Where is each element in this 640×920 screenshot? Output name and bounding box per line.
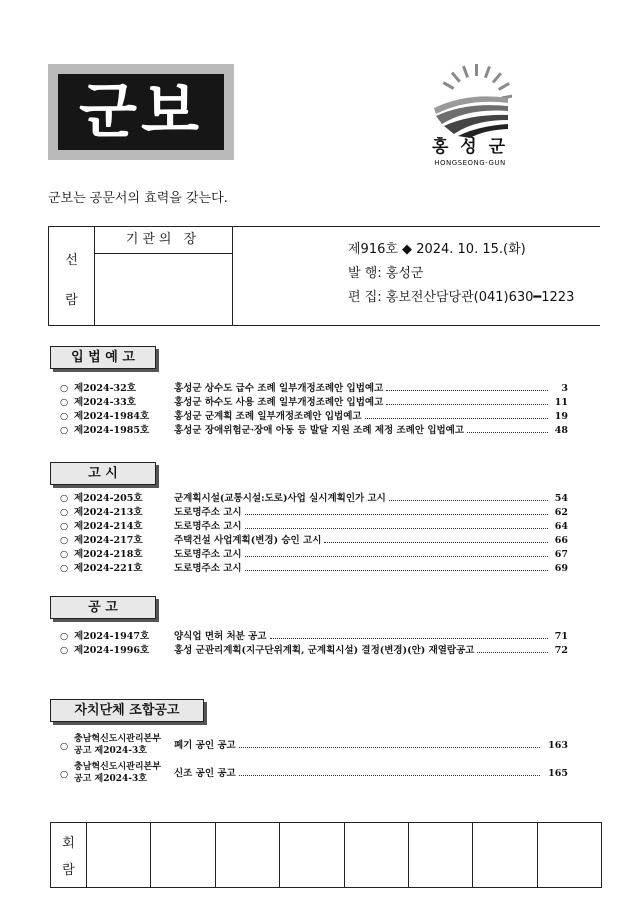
entry-bullet: ○ [60,535,69,546]
entry-number: 제2024-1985호 [74,425,150,436]
entry-number: 제2024-218호 [74,549,143,560]
entry-page: 54 [554,493,568,504]
section-header-public-notice: 고 시 [50,462,156,485]
circulation-label-top: 회 [62,836,75,851]
toc-entry[interactable] [60,630,568,643]
entry-title: 홍성군 하수도 사용 조례 일부개정조례안 입법예고 [174,397,384,408]
entry-title: 군계획시설(교통시설:도로)사업 실시계획인가 고시 [174,493,386,504]
entry-number: 제2024-214호 [74,521,143,532]
toc-entry[interactable] [60,424,568,437]
entry-page: 64 [554,521,568,532]
entry-bullet: ○ [60,397,69,408]
seon-label-top: 선 [65,253,78,268]
agency-head-column [94,227,233,325]
editor-line: 편 집: 홍보전산담당관(041)630━1223 [348,290,575,305]
signature-cell[interactable] [151,823,215,887]
signature-cell[interactable] [216,823,280,887]
entry-number: 제2024-213호 [74,507,143,518]
entry-bullet: ○ [60,383,69,394]
toc-entry[interactable] [60,492,568,505]
entry-title: 도로명주소 고시 [174,549,242,560]
entry-number: 제2024-205호 [74,493,143,504]
toc-entry[interactable] [60,410,568,423]
county-name-english: HONGSEONG-GUN [434,159,506,167]
entry-title: 폐기 공인 공고 [174,740,236,751]
entry-title: 도로명주소 고시 [174,563,242,574]
signature-cell[interactable] [345,823,409,887]
entry-bullet: ○ [60,425,69,436]
entry-number-line2: 공고 제2024-3호 [74,746,147,756]
toc-entry[interactable] [60,762,568,786]
entry-page: 62 [554,507,568,518]
toc-entry[interactable] [60,562,568,575]
toc-entry[interactable] [60,520,568,533]
entry-title: 양식업 면허 처분 공고 [174,631,267,642]
entry-bullet: ○ [60,521,69,532]
entry-title: 홍성군 군계획 조례 일부개정조례안 입법예고 [174,411,362,422]
circulation-table [50,822,602,888]
entry-title: 홍성군 상수도 급수 조례 일부개정조례안 입법예고 [174,383,384,394]
entry-number: 제2024-1947호 [74,631,150,642]
entry-bullet: ○ [60,411,69,422]
entry-page: 72 [554,645,568,656]
entry-bullet: ○ [60,563,69,574]
circulation-label [51,823,87,887]
entry-page: 165 [548,768,568,779]
entry-bullet: ○ [60,741,69,752]
circulation-column [48,227,95,325]
entry-title: 도로명주소 고시 [174,507,242,518]
entry-page: 71 [554,631,568,642]
toc-entry[interactable] [60,382,568,395]
info-box [48,226,600,326]
entry-number: 제2024-33호 [74,397,136,408]
entry-bullet: ○ [60,631,69,642]
entry-page: 48 [554,425,568,436]
county-name: 홍 성 군 [431,137,509,157]
section-header-legislative-notice: 입 법 예 고 [50,346,156,369]
toc-entry[interactable] [60,734,568,758]
entry-number: 제2024-217호 [74,535,143,546]
toc-entry[interactable] [60,644,568,657]
legal-notice: 군보는 공문서의 효력을 갖는다. [48,191,228,206]
signature-cell[interactable] [409,823,473,887]
entry-bullet: ○ [60,507,69,518]
entry-number-line1: 충남혁신도시관리본부 [74,734,161,744]
masthead-title-box [48,64,234,160]
entry-title: 신조 공인 공고 [174,768,236,779]
entry-title: 홍성 군관리계획(지구단위계획, 군계획시설) 결정(변경)(안) 재열람공고 [174,645,475,656]
seon-label-bottom: 람 [65,293,78,308]
signature-cell[interactable] [87,823,151,887]
entry-number-line1: 충남혁신도시관리본부 [74,762,161,772]
entry-number: 제2024-1996호 [74,645,150,656]
entry-page: 66 [554,535,568,546]
entry-title: 도로명주소 고시 [174,521,242,532]
entry-page: 3 [561,383,568,394]
section-header-joint-announcement: 자치단체 조합공고 [50,699,204,722]
entry-page: 19 [554,411,568,422]
entry-bullet: ○ [60,645,69,656]
entry-bullet: ○ [60,769,69,780]
toc-entry[interactable] [60,506,568,519]
signature-cell[interactable] [280,823,344,887]
gazette-title: 군보 [58,74,224,150]
entry-bullet: ○ [60,493,69,504]
entry-title: 주택건설 사업계획(변경) 승인 고시 [174,535,322,546]
toc-entry[interactable] [60,548,568,561]
toc-entry[interactable] [60,396,568,409]
hongseong-logo-icon [428,62,512,138]
entry-number-line2: 공고 제2024-3호 [74,774,147,784]
publisher-line: 발 행: 홍성군 [348,266,424,281]
signature-cell[interactable] [538,823,601,887]
section-header-announcement: 공 고 [50,596,156,619]
entry-number: 제2024-221호 [74,563,143,574]
entry-number: 제2024-32호 [74,383,136,394]
entry-bullet: ○ [60,549,69,560]
signature-cell[interactable] [473,823,537,887]
entry-page: 11 [554,397,568,408]
circulation-label-bottom: 람 [62,863,75,878]
agency-head-label: 기관의 장 [94,227,232,254]
toc-entry[interactable] [60,534,568,547]
entry-page: 163 [548,740,568,751]
entry-title: 홍성군 장애위험군·장애 아동 등 발달 지원 조례 제정 조례안 입법예고 [174,425,465,436]
issue-line: 제916호 ◆ 2024. 10. 15.(화) [348,242,526,257]
entry-page: 69 [554,563,568,574]
entry-page: 67 [554,549,568,560]
entry-number: 제2024-1984호 [74,411,150,422]
